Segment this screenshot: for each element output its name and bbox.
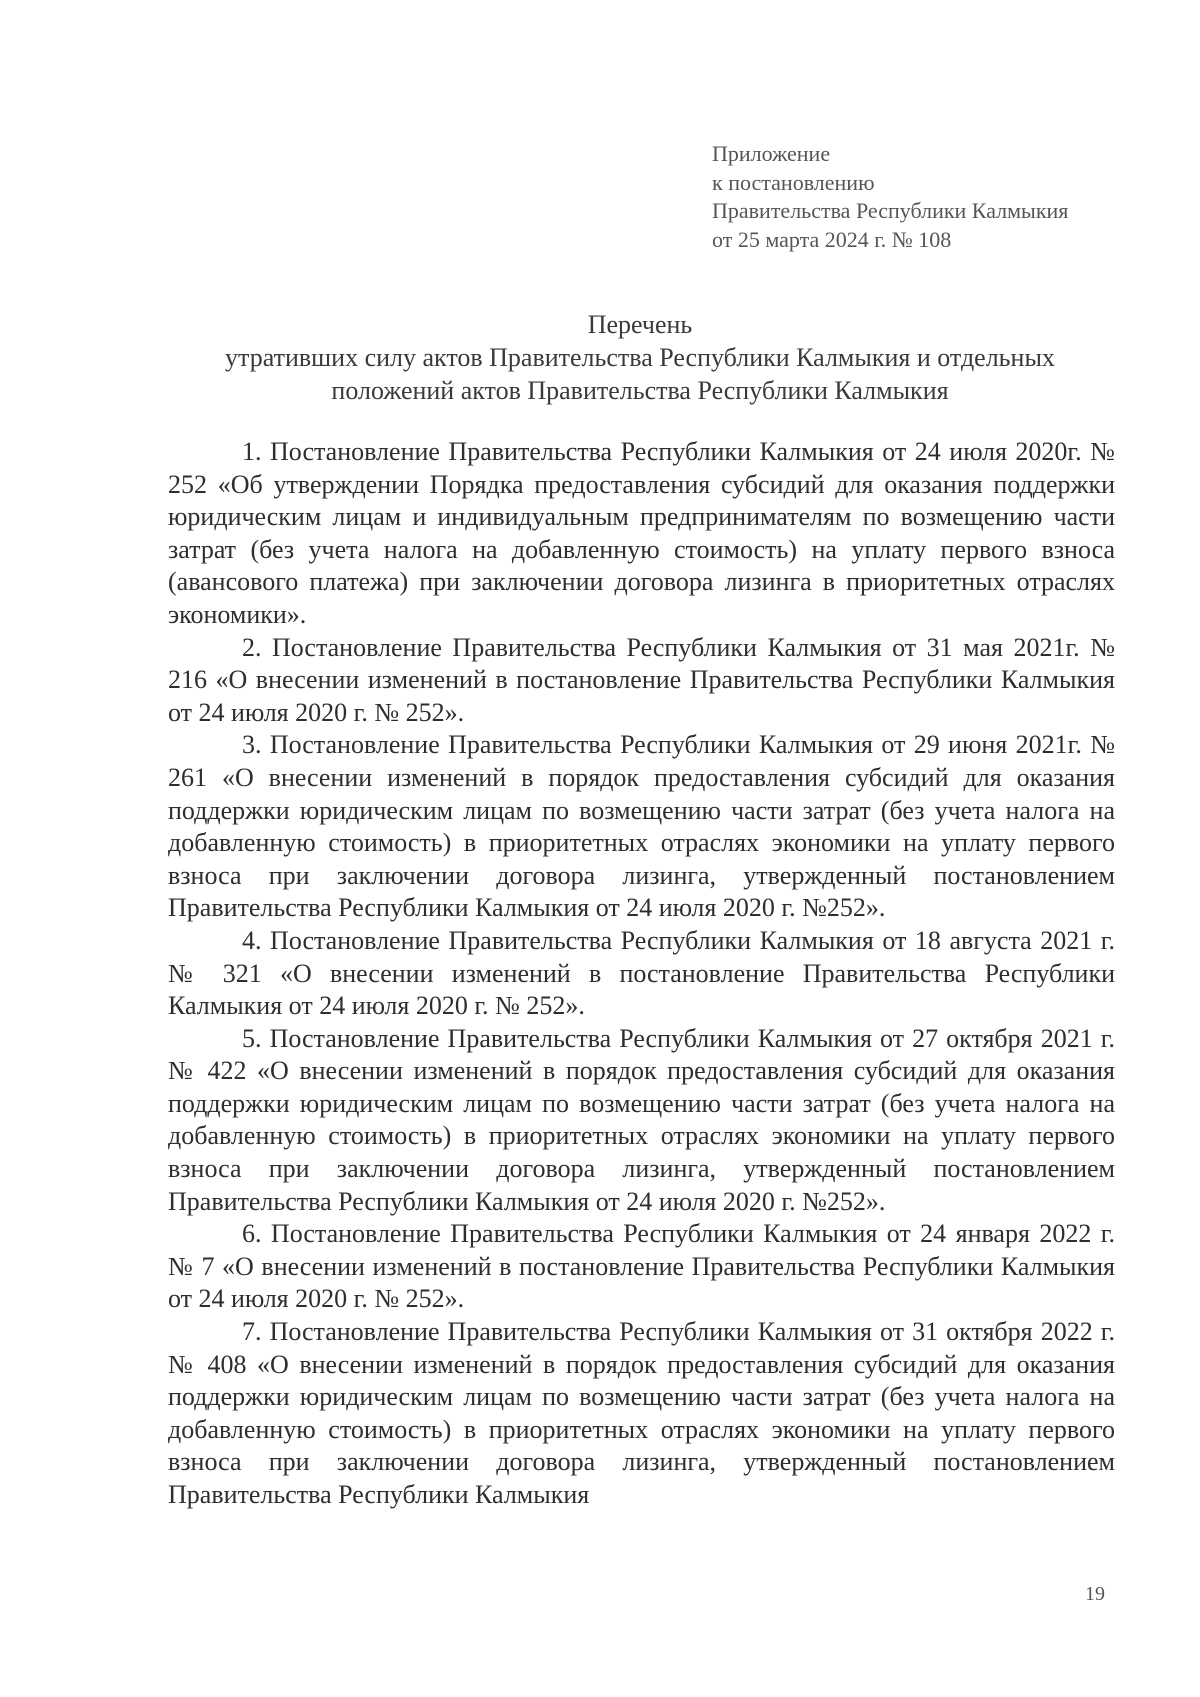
list-item: 1. Постановление Правительства Республики Калмыкия от 24 июля 2020г. № 252 «Об утверждении Порядка предоставления субсидий для оказания поддержки юридическим лицам и индивидуальным предпринимателям по возмещению части затрат (без учета налога на добавленную стоимость) на уплату первого взноса (авансового платежа) при заключении договора лизинга в приоритетных отраслях экономики». [168, 437, 1115, 629]
list-item: 6. Постановление Правительства Республики Калмыкия от 24 января 2022 г. № 7 «О внесении изменений в постановление Правительства Республики Калмыкия от 24 июля 2020 г. № 252». [168, 1219, 1115, 1314]
appendix-line: Приложение [712, 141, 831, 166]
document-title [140, 308, 1140, 407]
page-number: 19 [1085, 1583, 1105, 1605]
appendix-block [712, 140, 1132, 254]
list-item: 2. Постановление Правительства Республики Калмыкия от 31 мая 2021г. № 216 «О внесении изменений в постановление Правительства Республики Калмыкия от 24 июля 2020 г. № 252». [168, 632, 1115, 727]
appendix-line: от 25 марта 2024 г. № 108 [712, 226, 952, 252]
appendix-line: Правительства Республики Калмыкия [712, 198, 1069, 223]
title-line: положений актов Правительства Республики Калмыкия [331, 376, 949, 405]
document-body [168, 436, 1115, 1512]
list-item: 5. Постановление Правительства Республики Калмыкия от 27 октября 2021 г. № 422 «О внесении изменений в порядок предоставления субсидий для оказания поддержки юридическим лицам по возмещению части затрат (без учета налога на добавленную стоимость) в приоритетных отраслях экономики на уплату первого взноса при заключении договора лизинга, утвержденный постановлением Правительства Республики Калмыкия от 24 июля 2020 г. №252». [168, 1023, 1115, 1216]
list-item: 4. Постановление Правительства Республики Калмыкия от 18 августа 2021 г. № 321 «О внесении изменений в постановление Правительства Республики Калмыкия от 24 июля 2020 г. № 252». [168, 925, 1115, 1021]
list-item: 3. Постановление Правительства Республики Калмыкия от 29 июня 2021г. № 261 «О внесении изменений в порядок предоставления субсидий для оказания поддержки юридическим лицам по возмещению части затрат (без учета налога на добавленную стоимость) в приоритетных отраслях экономики на уплату первого взноса при заключении договора лизинга, утвержденный постановлением Правительства Республики Калмыкия от 24 июля 2020 г. №252». [168, 730, 1115, 923]
title-line: Перечень [587, 310, 693, 339]
title-line: утративших силу актов Правительства Республики Калмыкия и отдельных [225, 343, 1055, 372]
appendix-line: к постановлению [712, 169, 875, 195]
list-item: 7. Постановление Правительства Республики Калмыкия от 31 октября 2022 г. № 408 «О внесении изменений в порядок предоставления субсидий для оказания поддержки юридическим лицам по возмещению части затрат (без учета налога на добавленную стоимость) в приоритетных отраслях экономики на уплату первого взноса при заключении договора лизинга, утвержденный постановлением Правительства Республики Калмыкия [168, 1317, 1115, 1509]
